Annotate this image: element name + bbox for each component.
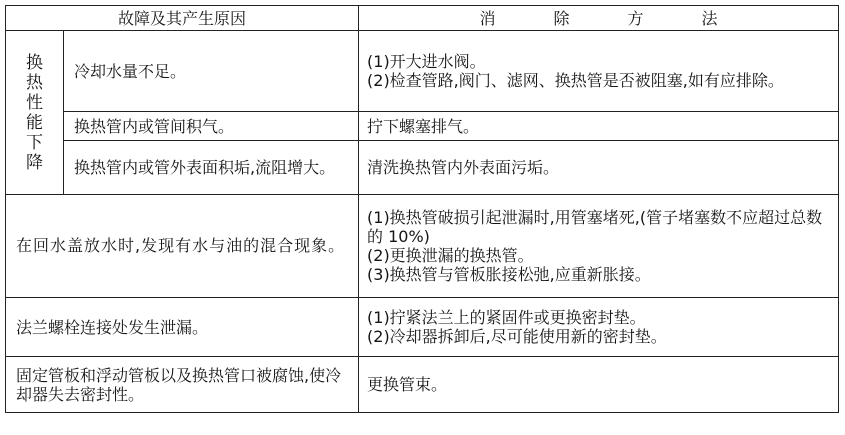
cause-cell: 固定管板和浮动管板以及换热管口被腐蚀,使冷却器失去密封性。 xyxy=(6,357,359,413)
remedy-line: (1)换热管破损引起泄漏时,用管塞堵死,(管子堵塞数不应超过总数的 10%) xyxy=(367,208,823,246)
troubleshooting-table-container xyxy=(5,5,838,429)
cause-cell: 在回水盖放水时,发现有水与油的混合现象。 xyxy=(6,195,359,298)
remedy-line: (2)检查管路,阀门、滤网、换热管是否被阻塞,如有应排除。 xyxy=(367,71,784,90)
troubleshooting-table xyxy=(5,5,839,413)
remedy-cell xyxy=(359,298,839,357)
cause-cell: 冷却水量不足。 xyxy=(64,31,359,112)
header-causes: 故障及其产生原因 xyxy=(6,6,359,31)
table-row xyxy=(6,195,839,298)
table-row xyxy=(6,112,839,141)
header-remedy-char: 除 xyxy=(553,8,570,28)
remedy-cell xyxy=(359,195,839,298)
remedy-cell xyxy=(359,31,839,112)
category-label: 换 热 性 能 下 降 xyxy=(26,52,43,173)
remedy-line: (1)拧紧法兰上的紧固件或更换密封垫。 xyxy=(367,308,646,327)
remedy-line: (2)更换泄漏的换热管。 xyxy=(367,246,534,265)
header-remedy-char: 消 xyxy=(479,8,496,28)
remedy-cell xyxy=(359,357,839,413)
category-cell xyxy=(6,31,64,195)
cause-cell: 换热管内或管间积气。 xyxy=(64,112,359,141)
header-remedy-char: 方 xyxy=(627,8,644,28)
remedy-line: (3)换热管与管板胀接松弛,应重新胀接。 xyxy=(367,265,651,284)
header-remedy xyxy=(359,6,839,31)
remedy-line: (1)开大进水阀。 xyxy=(367,52,486,71)
table-row xyxy=(6,141,839,195)
remedy-line: 更换管束。 xyxy=(367,375,448,394)
table-row xyxy=(6,357,839,413)
cause-cell: 换热管内或管外表面积垢,流阻增大。 xyxy=(64,141,359,195)
remedy-line: (2)冷却器拆卸后,尽可能使用新的密封垫。 xyxy=(367,327,667,346)
cause-cell: 法兰螺栓连接处发生泄漏。 xyxy=(6,298,359,357)
header-row xyxy=(6,6,839,31)
table-row xyxy=(6,31,839,112)
header-remedy-char: 法 xyxy=(701,8,718,28)
remedy-cell xyxy=(359,112,839,141)
remedy-line: 拧下螺塞排气。 xyxy=(367,116,480,136)
remedy-cell xyxy=(359,141,839,195)
table-row xyxy=(6,298,839,357)
remedy-line: 清洗换热管内外表面污垢。 xyxy=(367,158,560,177)
